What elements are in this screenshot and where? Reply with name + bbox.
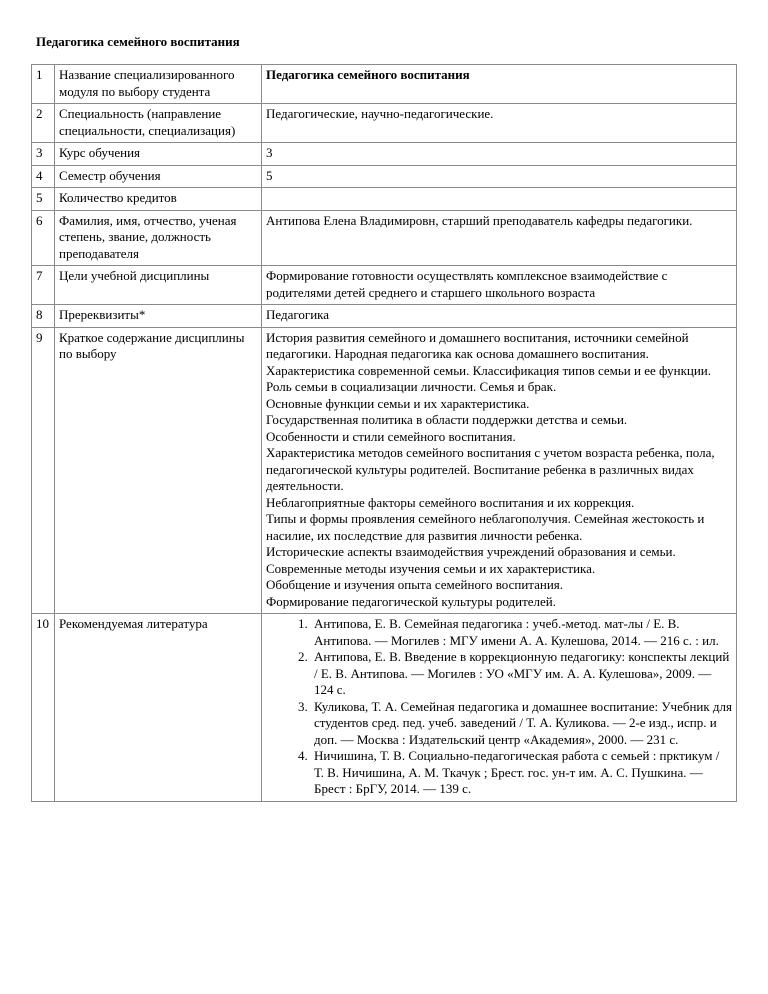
summary-paragraph: Формирование педагогической культуры родителей. xyxy=(266,593,557,609)
summary-paragraph: Обобщение и изучения опыта семейного воспитания. xyxy=(266,577,564,592)
summary-paragraph: Характеристика современной семьи. Классификация типов семьи и ее функции. Роль семьи в социализации личности. Семья и брак. xyxy=(266,362,712,394)
goals-value: Формирование готовности осуществлять комплексное взаимодействие с родителями детей среднего и старшего школьного возраста xyxy=(262,266,737,305)
document-title: Педагогика семейного воспитания xyxy=(36,34,240,49)
literature-list xyxy=(266,616,732,798)
table-row xyxy=(32,266,737,305)
row-number: 10 xyxy=(32,614,55,802)
credits-value xyxy=(262,188,737,211)
table-row xyxy=(32,210,737,266)
summary-paragraph: Исторические аспекты взаимодействия учреждений образования и семьи. xyxy=(266,544,676,559)
summary-paragraph: Характеристика методов семейного воспитания с учетом возраста ребенка, пола, педагогической культуры родителей. Воспитание ребенка в различных видах деятельности. xyxy=(266,445,715,493)
semester-value: 5 xyxy=(262,165,737,188)
row-number: 5 xyxy=(32,188,55,211)
summary-paragraph: Современные методы изучения семьи и их характеристика. xyxy=(266,560,596,576)
literature-item: 2. Антипова, Е. В. Введение в коррекционную педагогику: конспекты лекций / Е. В. Антипова. — Могилев : УО «МГУ им. А. А. Кулешова», 2009. — 124 с. xyxy=(311,649,732,699)
row-number: 7 xyxy=(32,266,55,305)
course-info-table xyxy=(31,64,737,802)
literature-item: 4. Ничишина, Т. В. Социально-педагогическая работа с семьей : прктикум / Т. В. Ничишина, А. М. Ткачук ; Брест. гос. ун-т им. А. С. Пушкина. — Брест : БрГУ, 2014. — 139 с. xyxy=(311,748,732,798)
table-row xyxy=(32,104,737,143)
summary-paragraph: Особенности и стили семейного воспитания. xyxy=(266,428,516,444)
table-row xyxy=(32,614,737,802)
row-number: 3 xyxy=(32,143,55,166)
row-label: Семестр обучения xyxy=(55,165,262,188)
prerequisites-value: Педагогика xyxy=(262,305,737,328)
row-label: Фамилия, имя, отчество, ученая степень, звание, должность преподавателя xyxy=(55,210,262,266)
table-row xyxy=(32,65,737,104)
summary-value xyxy=(262,327,737,614)
row-number: 6 xyxy=(32,210,55,266)
summary-paragraph: Государственная политика в области поддержки детства и семьи. xyxy=(266,412,628,427)
row-label: Цели учебной дисциплины xyxy=(55,266,262,305)
table-row xyxy=(32,188,737,211)
specialty-value: Педагогические, научно-педагогические. xyxy=(262,104,737,143)
row-number: 9 xyxy=(32,327,55,614)
row-label: Рекомендуемая литература xyxy=(55,614,262,802)
row-label: Специальность (направление специальности, специализация) xyxy=(55,104,262,143)
row-label: Количество кредитов xyxy=(55,188,262,211)
row-number: 1 xyxy=(32,65,55,104)
table-row xyxy=(32,327,737,614)
row-label: Краткое содержание дисциплины по выбору xyxy=(55,327,262,614)
summary-paragraph: Основные функции семьи и их характеристика. xyxy=(266,395,530,411)
row-label: Курс обучения xyxy=(55,143,262,166)
table-row xyxy=(32,143,737,166)
summary-paragraph: История развития семейного и домашнего воспитания, источники семейной педагогики. Народная педагогика как основа домашнего воспитания. xyxy=(266,329,689,361)
module-name-value: Педагогика семейного воспитания xyxy=(262,65,737,104)
row-label: Пререквизиты* xyxy=(55,305,262,328)
table-row xyxy=(32,165,737,188)
summary-paragraph: Неблагоприятные факторы семейного воспитания и их коррекция. xyxy=(266,494,635,510)
literature-item: 3. Куликова, Т. А. Семейная педагогика и домашнее воспитание: Учебник для студентов сред. пед. учеб. заведений / Т. А. Куликова. — 2-е изд., испр. и доп. — Москва : Издательский центр «Академия», 2000. — 231 с. xyxy=(311,699,732,749)
row-number: 2 xyxy=(32,104,55,143)
row-number: 4 xyxy=(32,165,55,188)
literature-value xyxy=(262,614,737,802)
teacher-value: Антипова Елена Владимировн, старший преподаватель кафедры педагогики. xyxy=(262,210,737,266)
row-number: 8 xyxy=(32,305,55,328)
literature-item: 1. Антипова, Е. В. Семейная педагогика : учеб.-метод. мат-лы / Е. В. Антипова. — Могилев : МГУ имени А. А. Кулешова, 2014. — 216 с. : ил. xyxy=(311,616,732,649)
course-year-value: 3 xyxy=(262,143,737,166)
table-row xyxy=(32,305,737,328)
row-label: Название специализированного модуля по выбору студента xyxy=(55,65,262,104)
summary-paragraph: Типы и формы проявления семейного неблагополучия. Семейная жестокость и насилие, их последствие для развития личности ребенка. xyxy=(266,511,705,543)
